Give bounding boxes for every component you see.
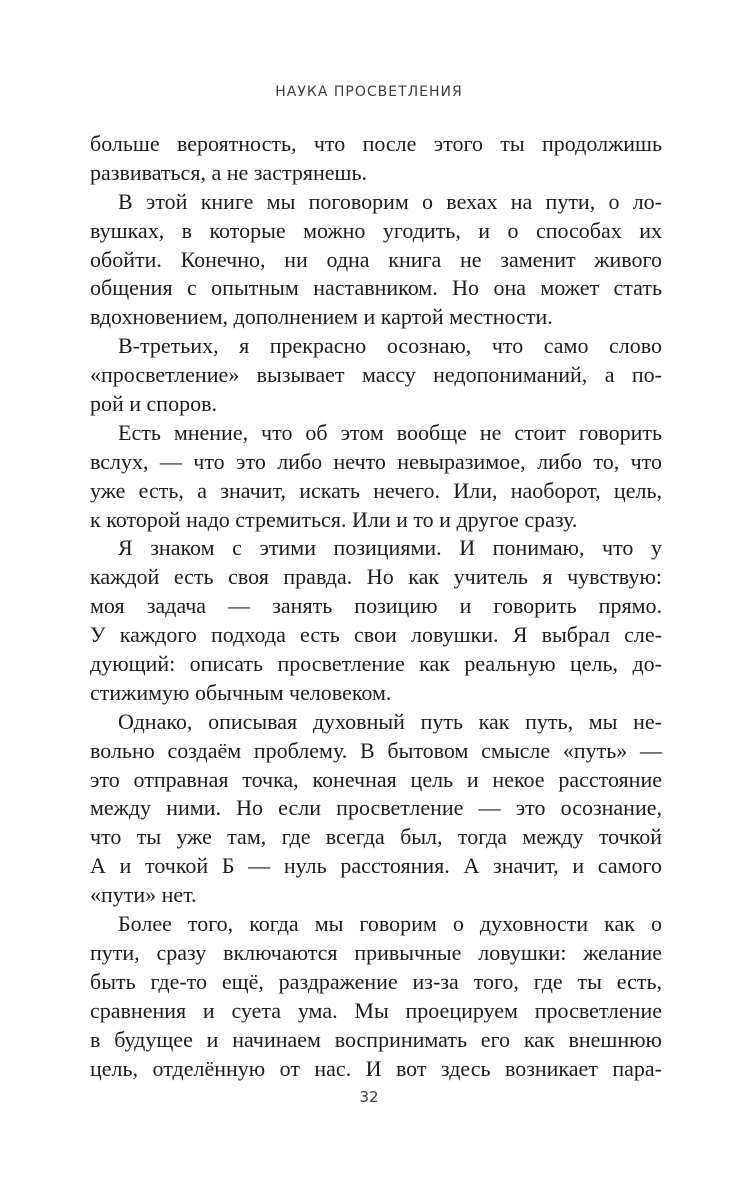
text-line: Я знаком с этими позициями. И понимаю, что у — [118, 535, 662, 561]
text-line: общения с опытным наставником. Но она может стать — [90, 275, 662, 301]
text-line: «пути» нет. — [90, 882, 197, 908]
text-line: Более того, когда мы говорим о духовности как о — [118, 911, 662, 937]
paragraph — [90, 332, 662, 419]
body-text — [90, 130, 662, 1083]
text-line: быть где-то ещё, раздражение из-за того, где ты есть, — [90, 968, 662, 994]
text-line: между ними. Но если просветление — это осознание, — [90, 795, 662, 821]
paragraph — [90, 130, 662, 188]
text-line: «просветление» вызывает массу недопониманий, а по- — [90, 362, 662, 388]
text-line: сравнения и суета ума. Мы проецируем просветление — [90, 997, 662, 1023]
text-line: вслух, — что это либо нечто невыразимое, либо то, что — [90, 448, 662, 474]
text-line: что ты уже там, где всегда был, тогда между точкой — [90, 824, 662, 850]
text-line: это отправная точка, конечная цель и некое расстояние — [90, 766, 662, 792]
paragraph — [90, 419, 662, 535]
text-line: больше вероятность, что после этого ты продолжишь — [90, 131, 662, 156]
paragraph — [90, 708, 662, 910]
text-line: цель, отделённую от нас. И вот здесь возникает пара- — [90, 1055, 662, 1081]
text-line: Есть мнение, что об этом вообще не стоит говорить — [118, 419, 662, 445]
text-line: пути, сразу включаются привычные ловушки: желание — [90, 939, 662, 965]
text-line: развиваться, а не застрянешь. — [90, 159, 367, 185]
text-line: В этой книге мы поговорим о вехах на пути, о ло- — [118, 188, 662, 214]
paragraph — [90, 534, 662, 707]
text-line: Однако, описывая духовный путь как путь, мы не- — [118, 708, 662, 734]
text-line: вдохновением, дополнением и картой местности. — [90, 304, 553, 330]
text-line: вольно создаём проблему. В бытовом смысле «путь» — — [90, 737, 662, 763]
text-line: дующий: описать просветление как реальную цель, до- — [90, 651, 662, 677]
text-line: рой и споров. — [90, 391, 217, 417]
text-line: к которой надо стремиться. Или и то и другое сразу. — [90, 506, 578, 532]
text-line: каждой есть своя правда. Но как учитель я чувствую: — [90, 564, 662, 590]
text-line: стижимую обычным человеком. — [90, 679, 392, 705]
paragraph — [90, 188, 662, 332]
text-line: моя задача — занять позицию и говорить прямо. — [90, 593, 662, 619]
paragraph — [90, 910, 662, 1083]
page-number: 32 — [359, 1088, 379, 1106]
text-line: вушках, в которые можно угодить, и о способах их — [90, 217, 662, 243]
text-line: в будущее и начинаем воспринимать его как внешнюю — [90, 1026, 662, 1052]
text-line: В-третьих, я прекрасно осознаю, что само слово — [118, 333, 662, 359]
text-line: А и точкой Б — нуль расстояния. А значит, и самого — [90, 853, 662, 879]
text-line: уже есть, а значит, искать нечего. Или, наоборот, цель, — [90, 477, 662, 503]
text-line: У каждого подхода есть свои ловушки. Я выбрал сле- — [90, 622, 662, 648]
running-head: НАУКА ПРОСВЕТЛЕНИЯ — [275, 84, 463, 100]
text-line: обойти. Конечно, ни одна книга не заменит живого — [90, 246, 662, 272]
